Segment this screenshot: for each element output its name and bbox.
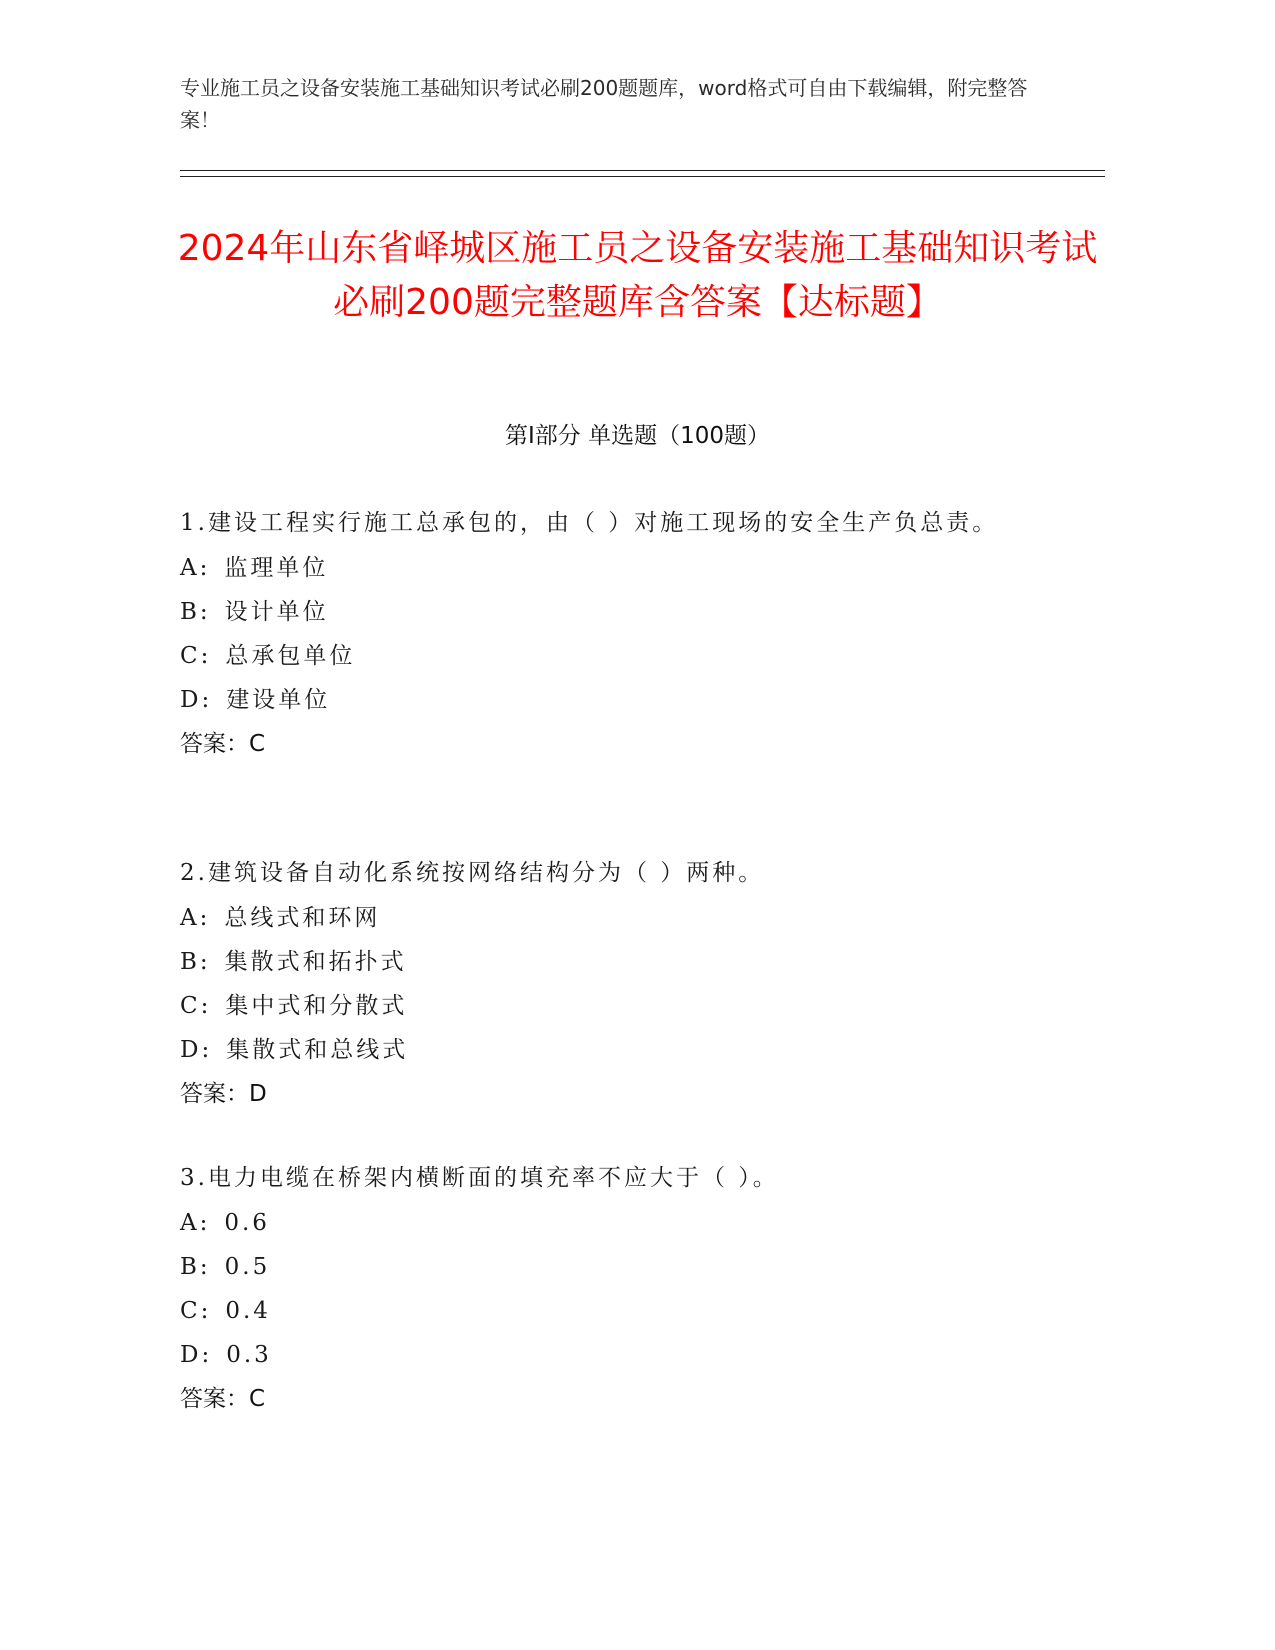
- option-text: 总线式和环网: [224, 905, 381, 931]
- option-text: 总承包单位: [225, 643, 356, 669]
- option-text: 0.3: [226, 1342, 272, 1368]
- option-c: [180, 1289, 1060, 1333]
- option-key: A:: [180, 1210, 211, 1236]
- question-block: [180, 850, 1060, 1116]
- option-b: [180, 590, 1060, 634]
- option-key: B:: [180, 599, 211, 625]
- question-block: [180, 1155, 1060, 1421]
- option-c: [180, 984, 1060, 1028]
- question-stem: 1.建设工程实行施工总承包的，由（ ）对施工现场的安全生产负总责。: [180, 510, 999, 536]
- option-key: A:: [180, 555, 211, 581]
- answer-line: 答案：D: [180, 1081, 267, 1107]
- answer-line: 答案：C: [180, 1386, 266, 1412]
- option-a: [180, 1201, 1060, 1245]
- option-text: 0.5: [224, 1254, 271, 1280]
- option-text: 集散式和总线式: [226, 1037, 409, 1063]
- option-key: B:: [180, 949, 211, 975]
- option-key: C:: [180, 1298, 212, 1324]
- option-text: 0.6: [224, 1210, 270, 1236]
- option-text: 监理单位: [224, 555, 329, 581]
- option-c: [180, 634, 1060, 678]
- option-key: B:: [180, 1254, 211, 1280]
- option-b: [180, 1245, 1060, 1289]
- option-text: 集中式和分散式: [225, 993, 408, 1019]
- option-text: 建设单位: [226, 687, 331, 713]
- header-note: 专业施工员之设备安装施工基础知识考试必刷200题题库，word格式可自由下载编辑，附完整答案！: [180, 76, 1028, 132]
- option-d: [180, 1028, 1060, 1072]
- header-divider-bottom: [180, 176, 1105, 177]
- option-key: D:: [180, 1037, 213, 1063]
- option-d: [180, 678, 1060, 722]
- question-stem: 3.电力电缆在桥架内横断面的填充率不应大于（ ）。: [180, 1165, 779, 1191]
- option-key: C:: [180, 993, 212, 1019]
- option-a: [180, 896, 1060, 940]
- answer-line: 答案：C: [180, 731, 266, 757]
- option-text: 设计单位: [224, 599, 329, 625]
- question-block: [180, 500, 1060, 766]
- option-d: [180, 1333, 1060, 1377]
- option-text: 0.4: [225, 1298, 271, 1324]
- question-stem: 2.建筑设备自动化系统按网络结构分为（ ）两种。: [180, 860, 765, 886]
- document-title: 2024年山东省峄城区施工员之设备安装施工基础知识考试必刷200题完整题库含答案【达标题】: [177, 228, 1098, 323]
- option-key: D:: [180, 687, 213, 713]
- option-key: C:: [180, 643, 212, 669]
- option-key: A:: [180, 905, 211, 931]
- option-b: [180, 940, 1060, 984]
- section-title: 第I部分 单选题（100题）: [505, 423, 770, 449]
- option-key: D:: [180, 1342, 213, 1368]
- option-text: 集散式和拓扑式: [224, 949, 407, 975]
- header-divider-top: [180, 170, 1105, 171]
- option-a: [180, 546, 1060, 590]
